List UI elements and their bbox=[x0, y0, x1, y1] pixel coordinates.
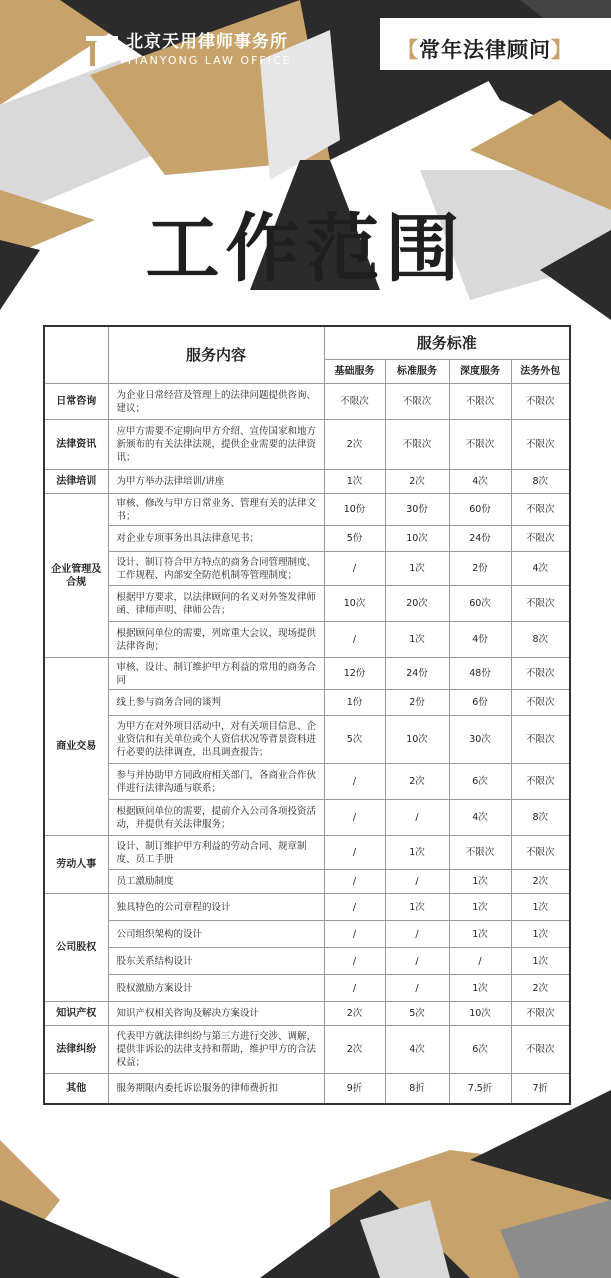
value-cell: 不限次 bbox=[385, 420, 449, 470]
value-cell: 1次 bbox=[449, 870, 511, 894]
value-cell: 8次 bbox=[511, 622, 570, 658]
content-cell: 线上参与商务合同的谈判 bbox=[108, 690, 324, 716]
value-cell: 4次 bbox=[449, 470, 511, 494]
content-cell: 独具特色的公司章程的设计 bbox=[108, 894, 324, 921]
service-label bbox=[397, 34, 573, 64]
content-cell: 知识产权相关咨询及解决方案设计 bbox=[108, 1002, 324, 1026]
content-cell: 代表甲方就法律纠纷与第三方进行交涉、调解，提供非诉讼的法律支持和帮助，维护甲方的合法权益； bbox=[108, 1026, 324, 1074]
value-cell: 12份 bbox=[324, 658, 385, 690]
table-row bbox=[44, 384, 570, 420]
content-cell: 根据甲方要求，以法律顾问的名义对外签发律师函、律师声明、律师公告； bbox=[108, 586, 324, 622]
value-cell: 不限次 bbox=[511, 1002, 570, 1026]
value-cell: 不限次 bbox=[511, 494, 570, 526]
value-cell: 1次 bbox=[511, 921, 570, 948]
value-cell: 8次 bbox=[511, 800, 570, 836]
content-cell: 设计、制订维护甲方利益的劳动合同、规章制度、员工手册 bbox=[108, 836, 324, 870]
value-cell: 30次 bbox=[449, 716, 511, 764]
table-row bbox=[44, 1074, 570, 1104]
value-cell: 2次 bbox=[511, 870, 570, 894]
value-cell: 1次 bbox=[449, 975, 511, 1002]
table-row bbox=[44, 764, 570, 800]
category-cell: 劳动人事 bbox=[44, 836, 108, 894]
table-row bbox=[44, 526, 570, 552]
category-cell: 法律资讯 bbox=[44, 420, 108, 470]
content-cell: 审核、设计、制订维护甲方利益的常用的商务合同 bbox=[108, 658, 324, 690]
value-cell: 5份 bbox=[324, 526, 385, 552]
service-name: 常年法律顾问 bbox=[419, 38, 551, 62]
value-cell: 10次 bbox=[449, 1002, 511, 1026]
header-tier-basic: 基础服务 bbox=[324, 360, 385, 384]
value-cell: 不限次 bbox=[449, 836, 511, 870]
table-row bbox=[44, 836, 570, 870]
header-tier-standard: 标准服务 bbox=[385, 360, 449, 384]
value-cell: 5次 bbox=[385, 1002, 449, 1026]
table-row bbox=[44, 716, 570, 764]
table-row bbox=[44, 921, 570, 948]
value-cell: 不限次 bbox=[511, 716, 570, 764]
value-cell: / bbox=[385, 975, 449, 1002]
service-table-wrapper bbox=[43, 325, 569, 1105]
value-cell: 9折 bbox=[324, 1074, 385, 1104]
table-row bbox=[44, 622, 570, 658]
value-cell: 7.5折 bbox=[449, 1074, 511, 1104]
value-cell: 1次 bbox=[324, 470, 385, 494]
value-cell: 8次 bbox=[511, 470, 570, 494]
content-cell: 为甲方在对外项目活动中，对有关项目信息、企业资信和有关单位或个人资信状况等背景资料进行必要的法律调查，出具调查报告； bbox=[108, 716, 324, 764]
value-cell: 2次 bbox=[511, 975, 570, 1002]
value-cell: 不限次 bbox=[511, 658, 570, 690]
value-cell: / bbox=[324, 948, 385, 975]
value-cell: 48份 bbox=[449, 658, 511, 690]
value-cell: 24份 bbox=[385, 658, 449, 690]
value-cell: / bbox=[324, 870, 385, 894]
content-cell: 为企业日常经营及管理上的法律问题提供咨询、建议； bbox=[108, 384, 324, 420]
content-cell: 员工激励制度 bbox=[108, 870, 324, 894]
value-cell: 1次 bbox=[385, 622, 449, 658]
value-cell: 不限次 bbox=[511, 526, 570, 552]
content-cell: 公司组织架构的设计 bbox=[108, 921, 324, 948]
value-cell: / bbox=[385, 870, 449, 894]
table-row bbox=[44, 800, 570, 836]
table-row bbox=[44, 948, 570, 975]
value-cell: / bbox=[324, 764, 385, 800]
value-cell: 1次 bbox=[385, 552, 449, 586]
table-row bbox=[44, 470, 570, 494]
law-office-logo-icon bbox=[82, 30, 122, 70]
content-cell: 对企业专项事务出具法律意见书； bbox=[108, 526, 324, 552]
value-cell: 10次 bbox=[324, 586, 385, 622]
value-cell: / bbox=[324, 975, 385, 1002]
value-cell: 不限次 bbox=[511, 690, 570, 716]
header-category-blank bbox=[44, 326, 108, 384]
value-cell: 1份 bbox=[324, 690, 385, 716]
value-cell: 6次 bbox=[449, 1026, 511, 1074]
table-row bbox=[44, 1002, 570, 1026]
value-cell: 2份 bbox=[385, 690, 449, 716]
table-row bbox=[44, 894, 570, 921]
value-cell: 1次 bbox=[449, 894, 511, 921]
content-cell: 股权激励方案设计 bbox=[108, 975, 324, 1002]
content-cell: 服务期限内委托诉讼服务的律师费折扣 bbox=[108, 1074, 324, 1104]
value-cell: 2次 bbox=[385, 764, 449, 800]
value-cell: / bbox=[324, 622, 385, 658]
table-row bbox=[44, 975, 570, 1002]
value-cell: 不限次 bbox=[511, 764, 570, 800]
content-cell: 参与并协助甲方同政府相关部门，各商业合作伙伴进行法律沟通与联系； bbox=[108, 764, 324, 800]
header-service-content: 服务内容 bbox=[108, 326, 324, 384]
value-cell: 不限次 bbox=[449, 420, 511, 470]
value-cell: 8折 bbox=[385, 1074, 449, 1104]
table-row bbox=[44, 1026, 570, 1074]
content-cell: 股东关系结构设计 bbox=[108, 948, 324, 975]
value-cell: 不限次 bbox=[324, 384, 385, 420]
value-cell: / bbox=[385, 948, 449, 975]
value-cell: 10次 bbox=[385, 716, 449, 764]
value-cell: / bbox=[324, 894, 385, 921]
value-cell: 2次 bbox=[324, 420, 385, 470]
value-cell: 6份 bbox=[449, 690, 511, 716]
value-cell: 10份 bbox=[324, 494, 385, 526]
value-cell: 4次 bbox=[449, 800, 511, 836]
value-cell: / bbox=[449, 948, 511, 975]
value-cell: 不限次 bbox=[449, 384, 511, 420]
category-cell: 企业管理及合规 bbox=[44, 494, 108, 658]
value-cell: 4次 bbox=[385, 1026, 449, 1074]
table-row bbox=[44, 420, 570, 470]
bracket-right: 】 bbox=[551, 38, 573, 62]
value-cell: / bbox=[324, 921, 385, 948]
category-cell: 公司股权 bbox=[44, 894, 108, 1002]
value-cell: 不限次 bbox=[511, 420, 570, 470]
page-title: 工作范围 bbox=[145, 206, 466, 292]
value-cell: / bbox=[324, 836, 385, 870]
value-cell: 1次 bbox=[385, 836, 449, 870]
header-tier-outsource: 法务外包 bbox=[511, 360, 570, 384]
value-cell: 不限次 bbox=[385, 384, 449, 420]
value-cell: 60次 bbox=[449, 586, 511, 622]
value-cell: 1次 bbox=[511, 894, 570, 921]
category-cell: 法律培训 bbox=[44, 470, 108, 494]
content-cell: 审核、修改与甲方日常业务、管理有关的法律文书； bbox=[108, 494, 324, 526]
value-cell: 5次 bbox=[324, 716, 385, 764]
content-cell: 设计、制订符合甲方特点的商务合同管理制度、工作规程、内部安全防范机制等管理制度； bbox=[108, 552, 324, 586]
header-tier-deep: 深度服务 bbox=[449, 360, 511, 384]
value-cell: / bbox=[385, 921, 449, 948]
content-cell: 根据顾问单位的需要，列席重大会议，现场提供法律咨询； bbox=[108, 622, 324, 658]
content-cell: 应甲方需要不定期向甲方介绍、宣传国家和地方新颁布的有关法律法规，提供企业需要的法律资讯； bbox=[108, 420, 324, 470]
value-cell: / bbox=[385, 800, 449, 836]
value-cell: 不限次 bbox=[511, 384, 570, 420]
category-cell: 日常咨询 bbox=[44, 384, 108, 420]
service-table bbox=[43, 325, 571, 1105]
value-cell: 2次 bbox=[324, 1002, 385, 1026]
value-cell: 1次 bbox=[385, 894, 449, 921]
content-cell: 为甲方举办法律培训/讲座 bbox=[108, 470, 324, 494]
value-cell: 30份 bbox=[385, 494, 449, 526]
table-row bbox=[44, 586, 570, 622]
value-cell: / bbox=[324, 552, 385, 586]
value-cell: 10次 bbox=[385, 526, 449, 552]
category-cell: 知识产权 bbox=[44, 1002, 108, 1026]
firm-name-cn: 北京天用律师事务所 bbox=[126, 32, 288, 52]
value-cell: 1次 bbox=[449, 921, 511, 948]
value-cell: 2次 bbox=[385, 470, 449, 494]
category-cell: 商业交易 bbox=[44, 658, 108, 836]
value-cell: 24份 bbox=[449, 526, 511, 552]
value-cell: 不限次 bbox=[511, 836, 570, 870]
value-cell: / bbox=[324, 800, 385, 836]
firm-logo bbox=[82, 30, 292, 70]
value-cell: 7折 bbox=[511, 1074, 570, 1104]
value-cell: 不限次 bbox=[511, 586, 570, 622]
bracket-left: 【 bbox=[397, 38, 419, 62]
table-row bbox=[44, 690, 570, 716]
table-row bbox=[44, 870, 570, 894]
content-cell: 根据顾问单位的需要，提前介入公司各项投资活动，并提供有关法律服务； bbox=[108, 800, 324, 836]
service-table-body bbox=[44, 384, 570, 1104]
table-row bbox=[44, 494, 570, 526]
value-cell: 1次 bbox=[511, 948, 570, 975]
value-cell: 4次 bbox=[511, 552, 570, 586]
value-cell: 20次 bbox=[385, 586, 449, 622]
value-cell: 2次 bbox=[324, 1026, 385, 1074]
value-cell: 2份 bbox=[449, 552, 511, 586]
category-cell: 法律纠纷 bbox=[44, 1026, 108, 1074]
table-row bbox=[44, 552, 570, 586]
value-cell: 不限次 bbox=[511, 1026, 570, 1074]
table-row bbox=[44, 658, 570, 690]
header-service-standard: 服务标准 bbox=[324, 326, 570, 360]
value-cell: 60份 bbox=[449, 494, 511, 526]
firm-name-en: TIANYONG LAW OFFICE bbox=[126, 54, 292, 67]
category-cell: 其他 bbox=[44, 1074, 108, 1104]
value-cell: 4份 bbox=[449, 622, 511, 658]
value-cell: 6次 bbox=[449, 764, 511, 800]
